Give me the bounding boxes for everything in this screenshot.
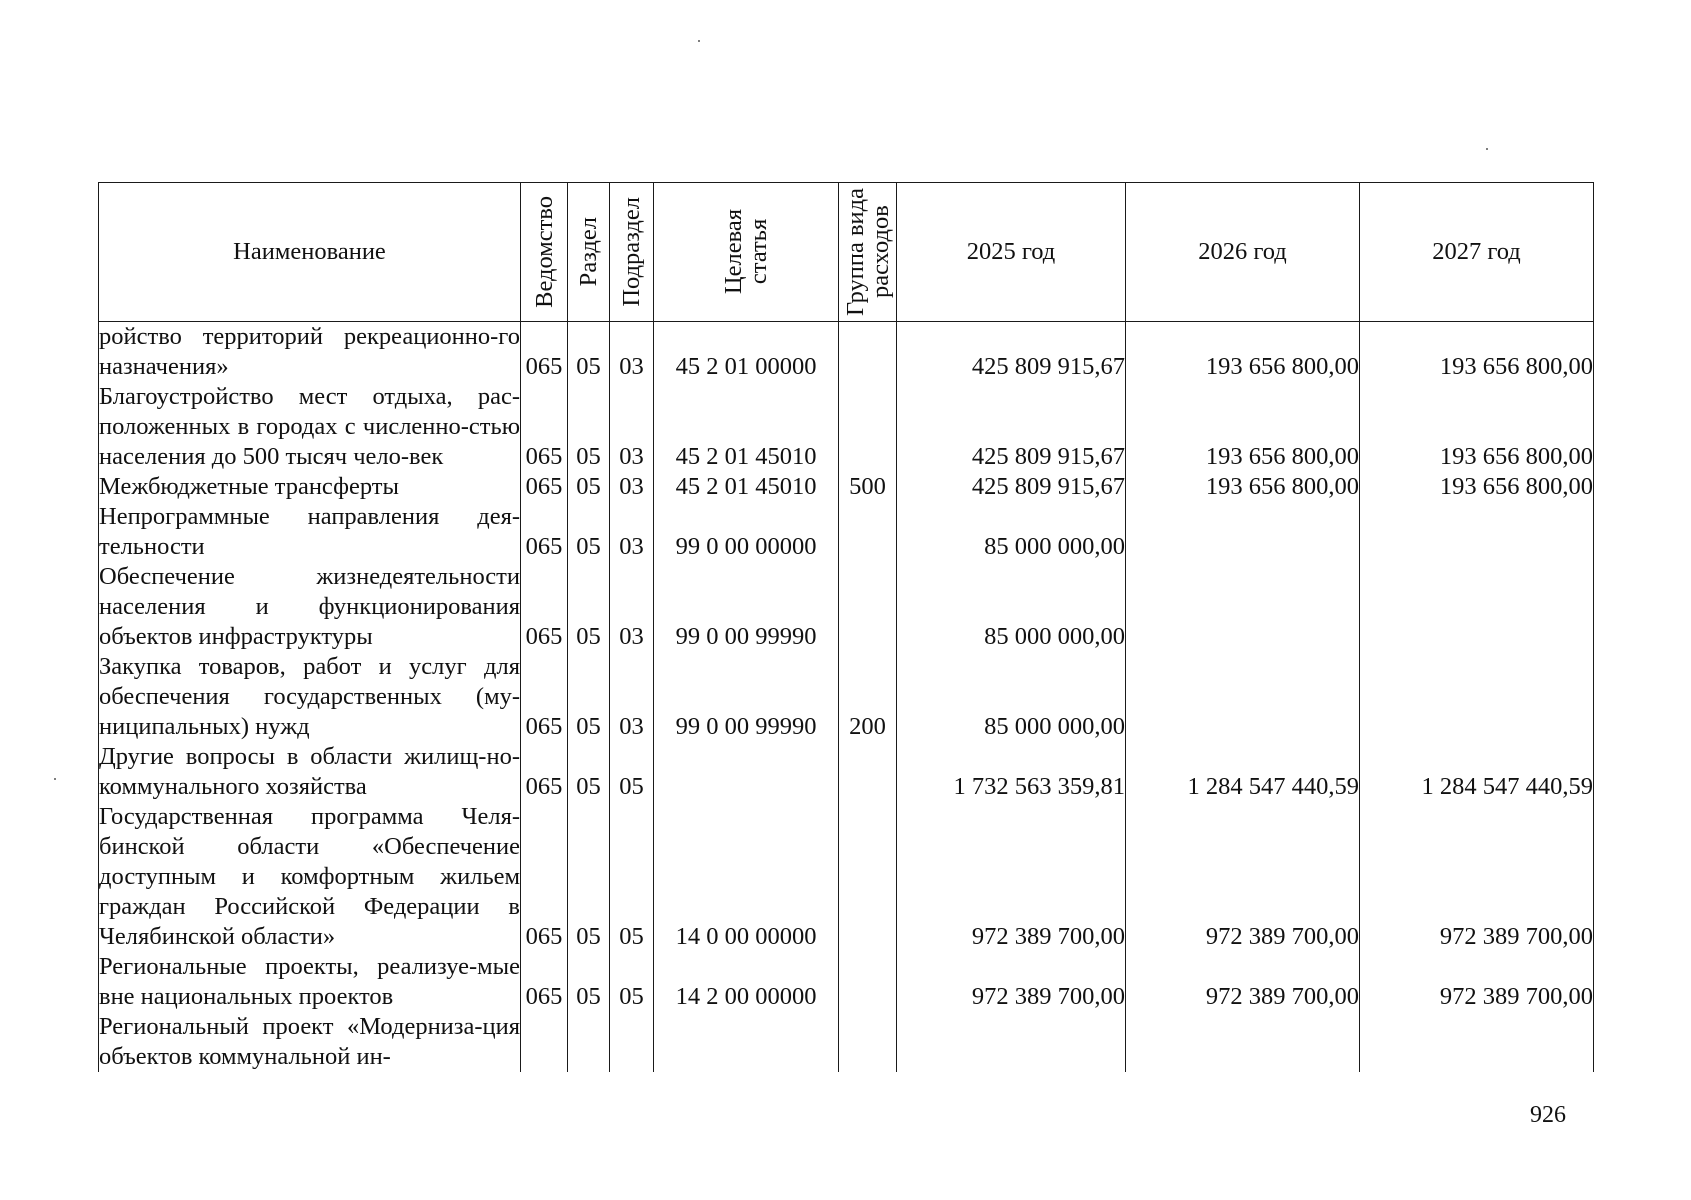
row-amount-2026: 1 284 547 440,59 [1126,742,1360,802]
row-razdel: 05 [568,802,610,952]
row-podrazdel: 03 [610,382,654,472]
row-target-article: 45 2 01 00000 [654,322,839,383]
row-name: Непрограммные направления дея-тельности [99,503,520,560]
table-row [99,472,1594,502]
table-row [99,802,1594,952]
header-podrazdel-label: Подраздел [618,197,645,307]
row-expense-group: 200 [839,652,897,742]
row-amount-2027: 972 389 700,00 [1360,952,1594,1012]
row-amount-2025: 85 000 000,00 [897,652,1126,742]
row-amount-2027: 193 656 800,00 [1360,382,1594,472]
row-name: Региональные проекты, реализуе-мые вне национальных проектов [99,953,520,1010]
row-amount-2025: 85 000 000,00 [897,502,1126,562]
row-razdel: 05 [568,472,610,502]
header-target-article-label: Целевая статья [720,209,772,295]
row-target-article: 45 2 01 45010 [654,472,839,502]
row-podrazdel: 03 [610,652,654,742]
row-podrazdel: 05 [610,952,654,1012]
row-podrazdel [610,1012,654,1072]
row-amount-2026: 193 656 800,00 [1126,322,1360,383]
scan-speck [54,778,56,780]
row-target-article: 14 2 00 00000 [654,952,839,1012]
row-vedomstvo: 065 [521,502,568,562]
row-name: Региональный проект «Модерниза-ция объектов коммунальной ин- [99,1013,520,1070]
header-razdel [568,183,610,322]
row-expense-group [839,952,897,1012]
row-vedomstvo: 065 [521,802,568,952]
row-amount-2025: 425 809 915,67 [897,322,1126,383]
row-amount-2027: 1 284 547 440,59 [1360,742,1594,802]
row-vedomstvo: 065 [521,562,568,652]
budget-table [98,182,1594,1072]
row-podrazdel: 03 [610,322,654,383]
row-razdel: 05 [568,382,610,472]
row-podrazdel: 03 [610,502,654,562]
row-amount-2027 [1360,652,1594,742]
row-vedomstvo: 065 [521,652,568,742]
row-amount-2027 [1360,562,1594,652]
row-razdel: 05 [568,502,610,562]
row-expense-group [839,1012,897,1072]
table-row [99,652,1594,742]
row-target-article: 99 0 00 99990 [654,562,839,652]
table-row [99,382,1594,472]
header-name: Наименование [99,183,521,322]
row-vedomstvo: 065 [521,472,568,502]
row-vedomstvo: 065 [521,382,568,472]
row-name: Благоустройство мест отдыха, рас-положенных в городах с численно-стью населения до 500 тысяч чело-век [99,383,520,470]
row-vedomstvo [521,1012,568,1072]
header-vedomstvo [521,183,568,322]
scan-speck [1486,148,1488,150]
row-podrazdel: 05 [610,802,654,952]
row-amount-2027: 193 656 800,00 [1360,322,1594,383]
row-amount-2026: 193 656 800,00 [1126,472,1360,502]
header-vedomstvo-label: Ведомство [530,196,558,308]
row-amount-2025: 425 809 915,67 [897,382,1126,472]
table-header-row [99,183,1594,322]
row-amount-2025: 1 732 563 359,81 [897,742,1126,802]
row-expense-group: 500 [839,472,897,502]
header-2025: 2025 год [897,183,1126,322]
row-vedomstvo: 065 [521,322,568,383]
row-podrazdel: 05 [610,742,654,802]
table-row [99,502,1594,562]
row-target-article: 99 0 00 00000 [654,502,839,562]
row-razdel: 05 [568,562,610,652]
table-row [99,952,1594,1012]
row-target-article: 99 0 00 99990 [654,652,839,742]
row-expense-group [839,322,897,383]
header-expense-group [839,183,897,322]
row-podrazdel: 03 [610,562,654,652]
header-podrazdel [610,183,654,322]
table-row [99,322,1594,383]
row-name: Государственная программа Челя-бинской области «Обеспечение доступным и комфортным жильем граждан Российской Федерации в Челябинской области» [99,803,520,950]
row-target-article [654,1012,839,1072]
row-target-article: 45 2 01 45010 [654,382,839,472]
row-vedomstvo: 065 [521,952,568,1012]
row-vedomstvo: 065 [521,742,568,802]
row-amount-2026 [1126,562,1360,652]
row-amount-2025: 425 809 915,67 [897,472,1126,502]
scan-speck [698,40,700,42]
row-razdel: 05 [568,742,610,802]
row-expense-group [839,802,897,952]
table-row [99,1012,1594,1072]
row-amount-2027 [1360,502,1594,562]
table-row [99,562,1594,652]
header-target-article [654,183,839,322]
table-row [99,742,1594,802]
row-razdel [568,1012,610,1072]
row-amount-2025: 972 389 700,00 [897,802,1126,952]
row-amount-2025: 85 000 000,00 [897,562,1126,652]
row-name: Обеспечение жизнедеятельности населения и функционирования объектов инфраструктуры [99,563,520,650]
row-amount-2026: 193 656 800,00 [1126,382,1360,472]
row-amount-2026 [1126,502,1360,562]
row-razdel: 05 [568,322,610,383]
row-target-article: 14 0 00 00000 [654,802,839,952]
row-amount-2026 [1126,652,1360,742]
row-amount-2027 [1360,1012,1594,1072]
row-expense-group [839,502,897,562]
row-amount-2025: 972 389 700,00 [897,952,1126,1012]
row-name: Закупка товаров, работ и услуг для обеспечения государственных (му-ниципальных) нужд [99,653,520,740]
row-razdel: 05 [568,952,610,1012]
row-amount-2026: 972 389 700,00 [1126,952,1360,1012]
row-amount-2027: 972 389 700,00 [1360,802,1594,952]
row-expense-group [839,562,897,652]
row-amount-2025 [897,1012,1126,1072]
header-2027: 2027 год [1360,183,1594,322]
row-target-article [654,742,839,802]
row-amount-2026: 972 389 700,00 [1126,802,1360,952]
header-2026: 2026 год [1126,183,1360,322]
row-name: ройство территорий рекреационно-го назначения» [99,323,520,380]
header-expense-group-label: Группа вида расходов [841,187,894,317]
row-name: Другие вопросы в области жилищ-но-коммунального хозяйства [99,743,520,800]
row-amount-2026 [1126,1012,1360,1072]
row-name: Межбюджетные трансферты [99,472,521,502]
row-expense-group [839,382,897,472]
row-amount-2027: 193 656 800,00 [1360,472,1594,502]
page-number: 926 [1530,1102,1566,1128]
row-razdel: 05 [568,652,610,742]
header-razdel-label: Раздел [575,217,602,287]
row-expense-group [839,742,897,802]
row-podrazdel: 03 [610,472,654,502]
